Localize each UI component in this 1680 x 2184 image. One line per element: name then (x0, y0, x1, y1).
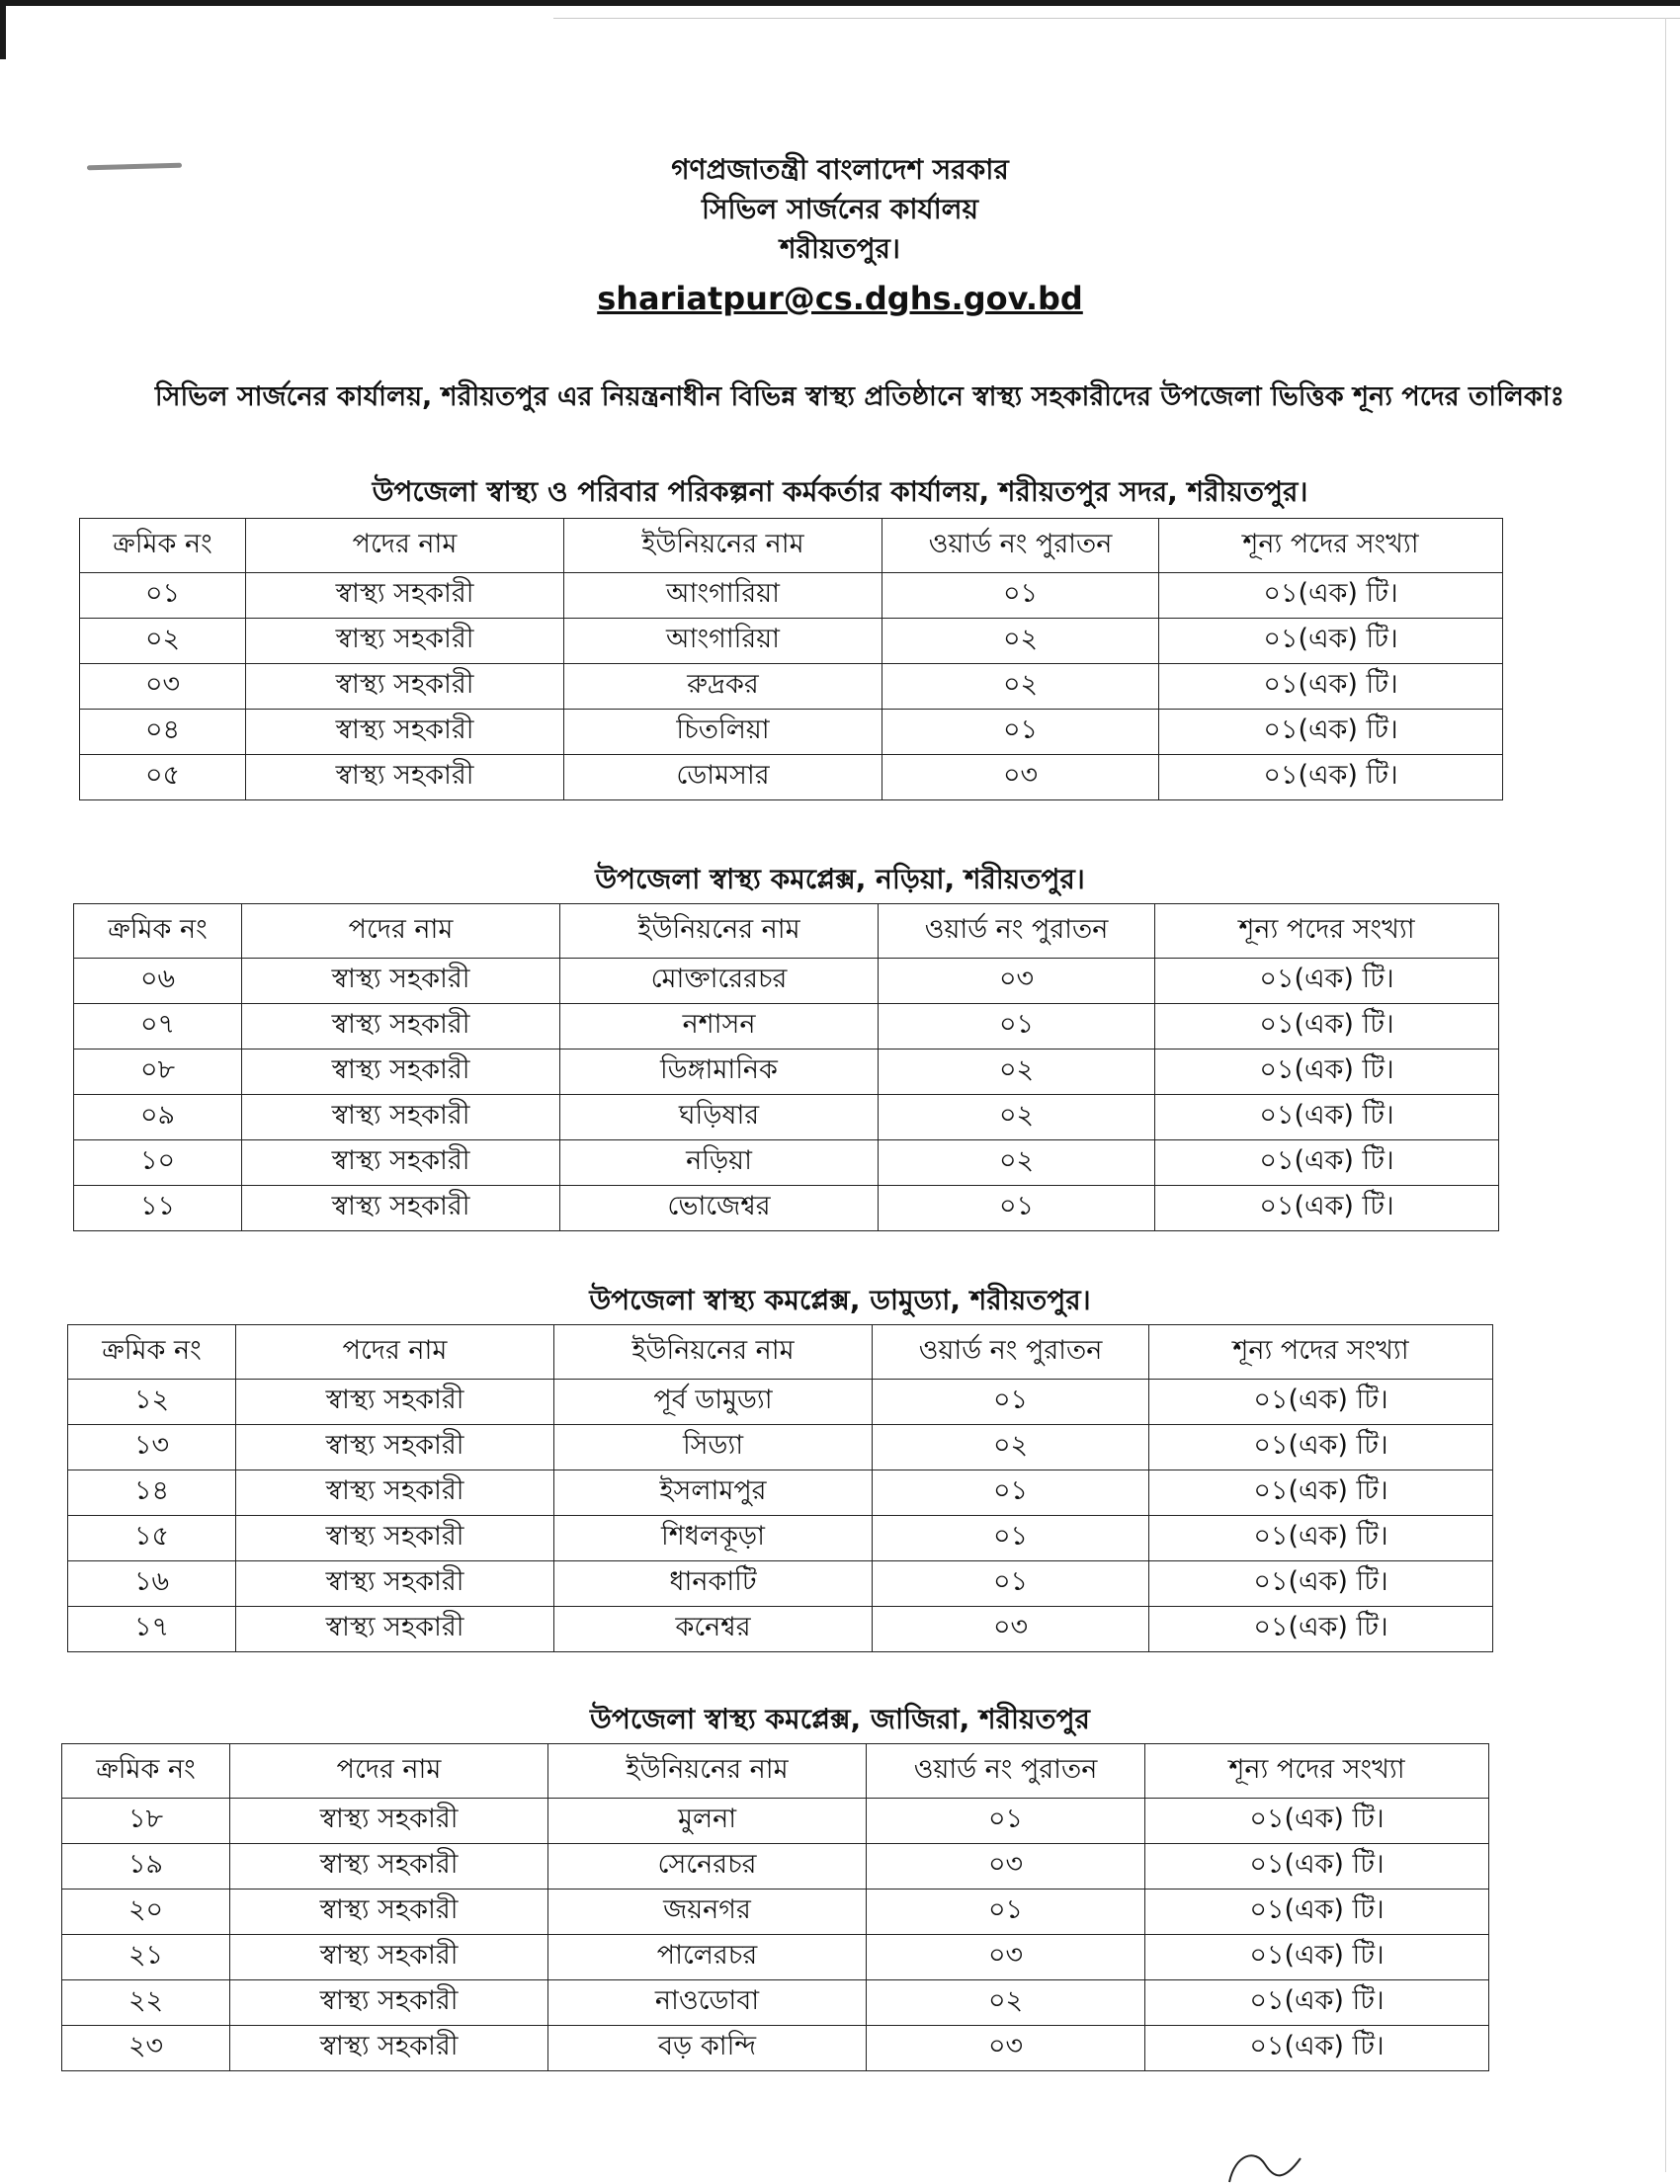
ward-cell: ০১ (867, 1799, 1145, 1844)
ward-cell: ০১ (867, 1890, 1145, 1935)
vacancy-count-cell: ০১(এক) টি। (1159, 755, 1503, 800)
post-name-cell: স্বাস্থ্য সহকারী (230, 1890, 548, 1935)
ward-cell: ০৩ (867, 1935, 1145, 1980)
serial-cell: ০৯ (74, 1095, 242, 1140)
serial-cell: ২৩ (62, 2026, 230, 2071)
table-row (62, 1890, 1489, 1935)
table-row (80, 619, 1503, 664)
vacancy-count-cell: ০১(এক) টি। (1159, 573, 1503, 619)
table-row (74, 959, 1499, 1004)
serial-cell: ০৫ (80, 755, 246, 800)
ward-cell: ০১ (879, 1004, 1155, 1050)
table-row (62, 2026, 1489, 2071)
ward-cell: ০২ (873, 1425, 1149, 1470)
table-row (62, 1935, 1489, 1980)
vacancy-count-cell: ০১(এক) টি। (1159, 619, 1503, 664)
column-header-post: পদের নাম (230, 1744, 548, 1799)
ward-cell: ০২ (879, 1095, 1155, 1140)
vacancy-count-cell: ০১(এক) টি। (1145, 1799, 1489, 1844)
serial-cell: ১২ (68, 1380, 236, 1425)
office-email: shariatpur@cs.dghs.gov.bd (597, 280, 1083, 317)
vacancy-count-cell: ০১(এক) টি। (1149, 1380, 1493, 1425)
vacancy-count-cell: ০১(এক) টি। (1145, 1980, 1489, 2026)
post-name-cell: স্বাস্থ্য সহকারী (230, 1844, 548, 1890)
post-name-cell: স্বাস্থ্য সহকারী (242, 1004, 560, 1050)
section-zajira (0, 1700, 1680, 1743)
column-header-ward: ওয়ার্ড নং পুরাতন (867, 1744, 1145, 1799)
serial-cell: ০৮ (74, 1050, 242, 1095)
scan-edge-top (0, 0, 1680, 6)
vacancy-count-cell: ০১(এক) টি। (1155, 1050, 1499, 1095)
paper-fold-line-right (1665, 18, 1666, 2172)
table-header-row (80, 519, 1503, 573)
ward-cell: ০৩ (867, 2026, 1145, 2071)
vacancy-count-cell: ০১(এক) টি। (1155, 1140, 1499, 1186)
section-sadar (0, 472, 1680, 516)
table-row (74, 1050, 1499, 1095)
vacancy-count-cell: ০১(এক) টি। (1149, 1425, 1493, 1470)
ward-cell: ০৩ (879, 959, 1155, 1004)
post-name-cell: স্বাস্থ্য সহকারী (246, 619, 564, 664)
serial-cell: ২০ (62, 1890, 230, 1935)
serial-cell: ০১ (80, 573, 246, 619)
table-row (80, 573, 1503, 619)
post-name-cell: স্বাস্থ্য সহকারী (236, 1607, 554, 1652)
table-row (68, 1380, 1493, 1425)
union-name-cell: ডোমসার (564, 755, 882, 800)
vacancy-count-cell: ০১(এক) টি। (1155, 1095, 1499, 1140)
union-name-cell: পালেরচর (548, 1935, 867, 1980)
serial-cell: ১০ (74, 1140, 242, 1186)
union-name-cell: বড় কান্দি (548, 2026, 867, 2071)
section-title: উপজেলা স্বাস্থ্য ও পরিবার পরিকল্পনা কর্মকর্তার কার্যালয়, শরীয়তপুর সদর, শরীয়তপুর। (372, 475, 1308, 508)
table-row (74, 1095, 1499, 1140)
post-name-cell: স্বাস্থ্য সহকারী (236, 1561, 554, 1607)
office-name: সিভিল সার্জনের কার্যালয় (701, 193, 979, 225)
union-name-cell: আংগারিয়া (564, 619, 882, 664)
serial-cell: ১৩ (68, 1425, 236, 1470)
column-header-vacancy: শূন্য পদের সংখ্যা (1149, 1325, 1493, 1380)
union-name-cell: পূর্ব ডামুড্যা (554, 1380, 873, 1425)
vacancy-count-cell: ০১(এক) টি। (1149, 1607, 1493, 1652)
post-name-cell: স্বাস্থ্য সহকারী (236, 1380, 554, 1425)
post-name-cell: স্বাস্থ্য সহকারী (230, 1799, 548, 1844)
table-header-row (62, 1744, 1489, 1799)
vacancy-count-cell: ০১(এক) টি। (1155, 1004, 1499, 1050)
column-header-ward: ওয়ার্ড নং পুরাতন (873, 1325, 1149, 1380)
vacancy-count-cell: ০১(এক) টি। (1155, 959, 1499, 1004)
union-name-cell: ইসলামপুর (554, 1470, 873, 1516)
table-row (74, 1004, 1499, 1050)
column-header-vacancy: শূন্য পদের সংখ্যা (1155, 904, 1499, 959)
union-name-cell: ঘড়িষার (560, 1095, 879, 1140)
union-name-cell: নাওডোবা (548, 1980, 867, 2026)
post-name-cell: স্বাস্থ্য সহকারী (236, 1425, 554, 1470)
union-name-cell: রুদ্রকর (564, 664, 882, 710)
serial-cell: ০৩ (80, 664, 246, 710)
post-name-cell: স্বাস্থ্য সহকারী (230, 1935, 548, 1980)
table-row (62, 1799, 1489, 1844)
column-header-post: পদের নাম (236, 1325, 554, 1380)
table-body (68, 1380, 1493, 1652)
table-row (62, 1844, 1489, 1890)
post-name-cell: স্বাস্থ্য সহকারী (242, 959, 560, 1004)
serial-cell: ১৮ (62, 1799, 230, 1844)
ward-cell: ০২ (867, 1980, 1145, 2026)
table-row (80, 755, 1503, 800)
vacancy-table-naria (73, 903, 1499, 1231)
union-name-cell: ভোজেশ্বর (560, 1186, 879, 1231)
serial-cell: ১১ (74, 1186, 242, 1231)
column-header-serial: ক্রমিক নং (68, 1325, 236, 1380)
ward-cell: ০১ (879, 1186, 1155, 1231)
vacancy-count-cell: ০১(এক) টি। (1145, 1844, 1489, 1890)
column-header-post: পদের নাম (246, 519, 564, 573)
union-name-cell: ধানকাটি (554, 1561, 873, 1607)
serial-cell: ০৬ (74, 959, 242, 1004)
serial-cell: ১৯ (62, 1844, 230, 1890)
serial-cell: ২২ (62, 1980, 230, 2026)
table-body (74, 959, 1499, 1231)
union-name-cell: কনেশ্বর (554, 1607, 873, 1652)
vacancy-table-damudya (67, 1324, 1493, 1652)
serial-cell: ০৭ (74, 1004, 242, 1050)
signature-mark (1225, 2144, 1304, 2184)
district-name: শরীয়তপুর। (780, 232, 900, 265)
column-header-vacancy: শূন্য পদের সংখ্যা (1145, 1744, 1489, 1799)
union-name-cell: নড়িয়া (560, 1140, 879, 1186)
table-row (62, 1980, 1489, 2026)
serial-cell: ০২ (80, 619, 246, 664)
section-title: উপজেলা স্বাস্থ্য কমপ্লেক্স, জাজিরা, শরীয়তপুর (590, 1703, 1090, 1735)
union-name-cell: সিড্যা (554, 1425, 873, 1470)
post-name-cell: স্বাস্থ্য সহকারী (242, 1095, 560, 1140)
ward-cell: ০৩ (882, 755, 1159, 800)
column-header-union: ইউনিয়নের নাম (564, 519, 882, 573)
vacancy-count-cell: ০১(এক) টি। (1149, 1561, 1493, 1607)
letterhead (0, 150, 1680, 320)
union-name-cell: শিধলকূড়া (554, 1516, 873, 1561)
vacancy-count-cell: ০১(এক) টি। (1145, 1935, 1489, 1980)
table-row (68, 1470, 1493, 1516)
serial-cell: ১৪ (68, 1470, 236, 1516)
post-name-cell: স্বাস্থ্য সহকারী (242, 1140, 560, 1186)
ward-cell: ০১ (873, 1470, 1149, 1516)
section-title: উপজেলা স্বাস্থ্য কমপ্লেক্স, নড়িয়া, শরীয়তপুর। (595, 863, 1085, 895)
ward-cell: ০২ (882, 619, 1159, 664)
union-name-cell: মোক্তারেরচর (560, 959, 879, 1004)
union-name-cell: সেনেরচর (548, 1844, 867, 1890)
serial-cell: ০৪ (80, 710, 246, 755)
section-damudya (0, 1281, 1680, 1324)
union-name-cell: ডিঙ্গামানিক (560, 1050, 879, 1095)
vacancy-count-cell: ০১(এক) টি। (1149, 1470, 1493, 1516)
post-name-cell: স্বাস্থ্য সহকারী (242, 1050, 560, 1095)
column-header-vacancy: শূন্য পদের সংখ্যা (1159, 519, 1503, 573)
vacancy-count-cell: ০১(এক) টি। (1155, 1186, 1499, 1231)
table-row (80, 664, 1503, 710)
column-header-ward: ওয়ার্ড নং পুরাতন (879, 904, 1155, 959)
serial-cell: ১৬ (68, 1561, 236, 1607)
table-row (68, 1516, 1493, 1561)
ward-cell: ০১ (882, 573, 1159, 619)
post-name-cell: স্বাস্থ্য সহকারী (246, 710, 564, 755)
union-name-cell: চিতলিয়া (564, 710, 882, 755)
serial-cell: ২১ (62, 1935, 230, 1980)
table-row (68, 1561, 1493, 1607)
serial-cell: ১৭ (68, 1607, 236, 1652)
ward-cell: ০১ (873, 1380, 1149, 1425)
column-header-union: ইউনিয়নের নাম (548, 1744, 867, 1799)
ward-cell: ০২ (879, 1140, 1155, 1186)
ward-cell: ০২ (879, 1050, 1155, 1095)
post-name-cell: স্বাস্থ্য সহকারী (236, 1470, 554, 1516)
column-header-serial: ক্রমিক নং (74, 904, 242, 959)
table-body (62, 1799, 1489, 2071)
table-row (68, 1425, 1493, 1470)
column-header-serial: ক্রমিক নং (80, 519, 246, 573)
paper-fold-line (553, 18, 1680, 19)
serial-cell: ১৫ (68, 1516, 236, 1561)
union-name-cell: নশাসন (560, 1004, 879, 1050)
government-name: গণপ্রজাতন্ত্রী বাংলাদেশ সরকার (671, 153, 1009, 186)
vacancy-table-sadar (79, 518, 1503, 800)
table-row (80, 710, 1503, 755)
document-intro: সিভিল সার্জনের কার্যালয়, শরীয়তপুর এর নিয়ন্ত্রনাধীন বিভিন্ন স্বাস্থ্য প্রতিষ্ঠানে স্বাস্থ্য সহকারীদের উপজেলা ভিত্তিক শূন্য পদের তালিকাঃ (154, 381, 1565, 412)
table-body (80, 573, 1503, 800)
post-name-cell: স্বাস্থ্য সহকারী (246, 755, 564, 800)
vacancy-count-cell: ০১(এক) টি। (1145, 2026, 1489, 2071)
vacancy-count-cell: ০১(এক) টি। (1159, 664, 1503, 710)
ward-cell: ০৩ (867, 1844, 1145, 1890)
post-name-cell: স্বাস্থ্য সহকারী (246, 573, 564, 619)
table-header-row (74, 904, 1499, 959)
ward-cell: ০১ (873, 1516, 1149, 1561)
table-header-row (68, 1325, 1493, 1380)
post-name-cell: স্বাস্থ্য সহকারী (242, 1186, 560, 1231)
union-name-cell: জয়নগর (548, 1890, 867, 1935)
column-header-union: ইউনিয়নের নাম (560, 904, 879, 959)
vacancy-count-cell: ০১(এক) টি। (1149, 1516, 1493, 1561)
union-name-cell: মুলনা (548, 1799, 867, 1844)
scan-edge-left (0, 0, 6, 59)
column-header-union: ইউনিয়নের নাম (554, 1325, 873, 1380)
post-name-cell: স্বাস্থ্য সহকারী (230, 2026, 548, 2071)
vacancy-count-cell: ০১(এক) টি। (1159, 710, 1503, 755)
post-name-cell: স্বাস্থ্য সহকারী (236, 1516, 554, 1561)
table-row (68, 1607, 1493, 1652)
ward-cell: ০১ (873, 1561, 1149, 1607)
table-row (74, 1140, 1499, 1186)
section-title: উপজেলা স্বাস্থ্য কমপ্লেক্স, ডামুড্যা, শরীয়তপুর। (589, 1284, 1091, 1316)
column-header-ward: ওয়ার্ড নং পুরাতন (882, 519, 1159, 573)
vacancy-table-zajira (61, 1743, 1489, 2071)
union-name-cell: আংগারিয়া (564, 573, 882, 619)
vacancy-count-cell: ০১(এক) টি। (1145, 1890, 1489, 1935)
ward-cell: ০৩ (873, 1607, 1149, 1652)
post-name-cell: স্বাস্থ্য সহকারী (246, 664, 564, 710)
column-header-serial: ক্রমিক নং (62, 1744, 230, 1799)
ward-cell: ০১ (882, 710, 1159, 755)
section-naria (0, 860, 1680, 903)
ward-cell: ০২ (882, 664, 1159, 710)
post-name-cell: স্বাস্থ্য সহকারী (230, 1980, 548, 2026)
column-header-post: পদের নাম (242, 904, 560, 959)
table-row (74, 1186, 1499, 1231)
